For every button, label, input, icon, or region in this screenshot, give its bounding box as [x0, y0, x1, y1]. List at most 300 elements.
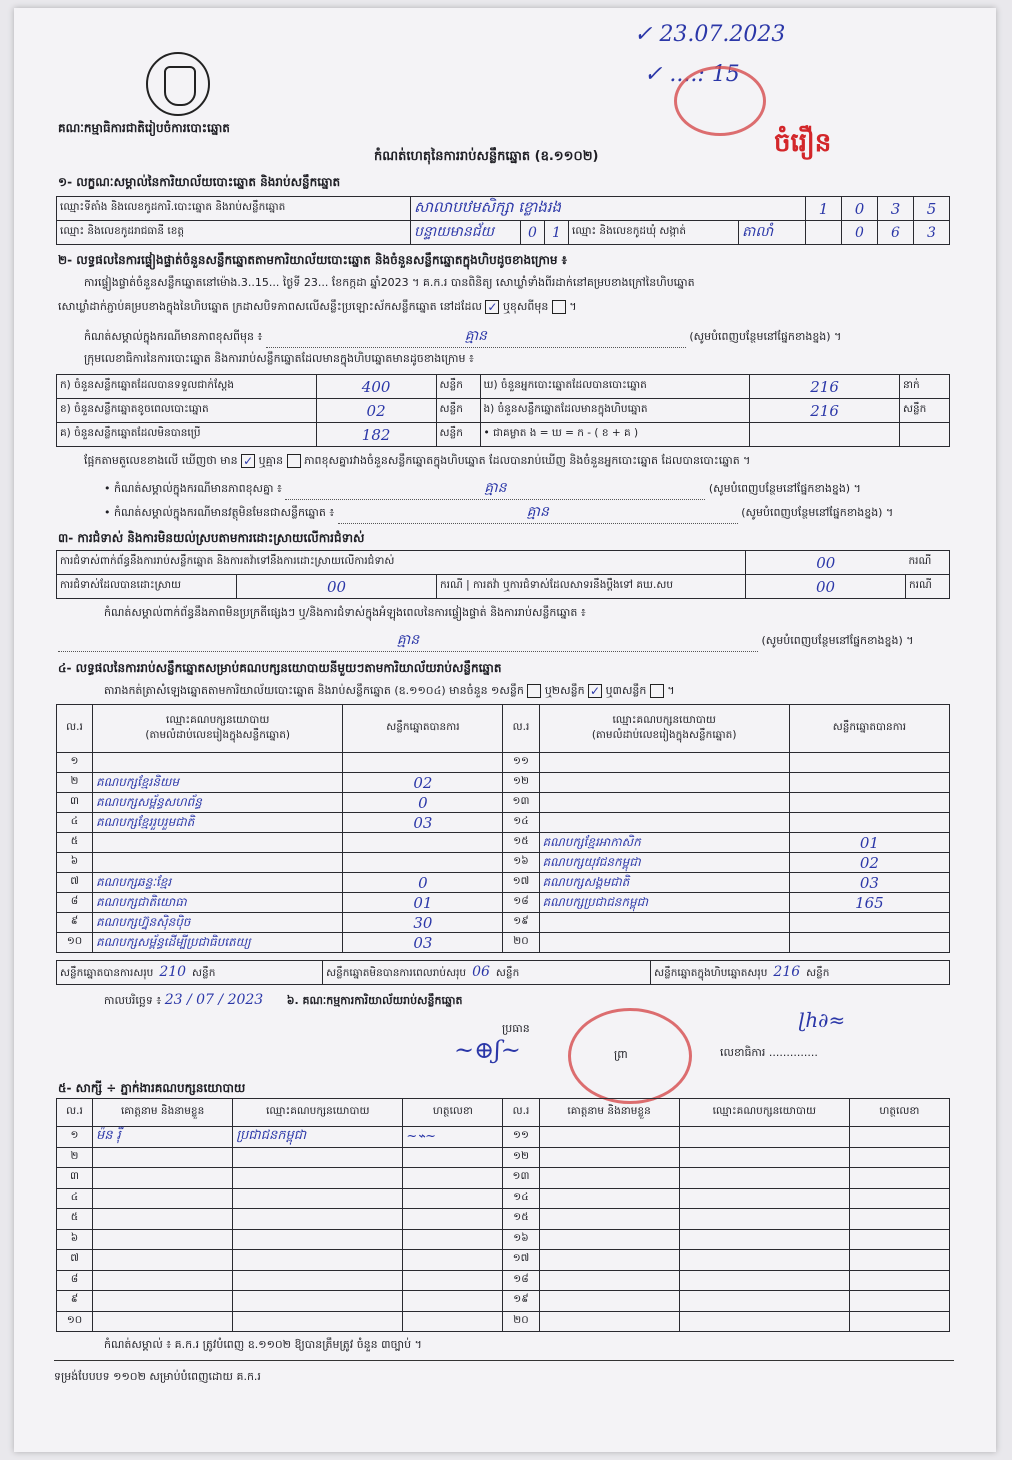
date-value: 23 / 07 / 2023 [164, 992, 264, 1008]
note2-suffix: (សូមបំពេញបន្ថែមនៅផ្នែកខាងខ្នង) ។ [708, 482, 861, 495]
witness-party [233, 1250, 403, 1271]
party-votes [789, 753, 949, 773]
party-no: ១៧ [503, 873, 539, 893]
total-cell [651, 961, 950, 985]
section3-note-line [58, 630, 966, 652]
province-code-digit: 1 [545, 221, 569, 245]
has-difference-checkbox[interactable]: ✓ [243, 454, 254, 468]
party-name [93, 753, 343, 773]
form-sheet [14, 8, 996, 1452]
total-cell [57, 961, 323, 985]
objection-row2b-value: 00 [746, 575, 906, 599]
party-votes: 01 [789, 833, 949, 853]
witness-signature [849, 1147, 949, 1168]
witness-party [233, 1270, 403, 1291]
witness-name [93, 1229, 233, 1250]
count-row [57, 423, 950, 447]
count-label: គ) ចំនួនសន្លឹកឆ្នោតដែលមិនបានប្រើ [57, 423, 317, 447]
witness-signature [849, 1311, 949, 1332]
section2-intro: ក្រុមលេខាធិការនៃការបោះឆ្នោត និងការរាប់សន្លឹកឆ្នោតដែលមានក្នុងហិបឆ្នោតមានដូចខាងក្រោម ៖ [84, 352, 474, 365]
col-party-title: ឈ្មោះគណបក្សនយោបាយ [612, 713, 716, 726]
note3-label: • កំណត់សម្គាល់ក្នុងករណីមានវត្ថុមិនមែនជាសន្លឹកឆ្នោត ៖ [104, 506, 335, 519]
witness-name [539, 1147, 679, 1168]
table-row [57, 1209, 950, 1230]
total-label: សន្លឹកឆ្នោតមិនបានការពេលរាប់សរុប [326, 966, 467, 979]
witness-signature [403, 1188, 503, 1209]
received-time-note: ✓ ....: 15 [644, 62, 740, 87]
witness-name [93, 1188, 233, 1209]
party-no: ២ [57, 773, 93, 793]
witness-party [233, 1229, 403, 1250]
witness-no: ៦ [57, 1229, 93, 1250]
witness-col-name: គោត្តនាម និងនាមខ្លួន [93, 1099, 233, 1127]
witness-no: ៨ [57, 1270, 93, 1291]
witness-party [233, 1311, 403, 1332]
witness-party: ប្រជាជនកម្ពុជា [233, 1127, 403, 1148]
witness-name [93, 1291, 233, 1312]
witness-col-name: គោត្តនាម និងនាមខ្លួន [539, 1099, 679, 1127]
note3-suffix: (សូមបំពេញបន្ថែមនៅផ្នែកខាងខ្នង) ។ [741, 506, 894, 519]
totals-table [56, 960, 950, 985]
count-unit2 [899, 423, 949, 447]
party-votes: 01 [343, 893, 503, 913]
party-no: ១១ [503, 753, 539, 773]
witness-no: ៧ [57, 1250, 93, 1271]
table-row [57, 1229, 950, 1250]
difference-line [84, 454, 750, 470]
objection-unit: ករណី [906, 551, 950, 575]
table-row [57, 853, 950, 873]
province-label: ឈ្មោះ និងលេខកូដរាជធានី ខេត្ត [57, 221, 411, 245]
table-row [57, 793, 950, 813]
party-name: គណបក្សហ្វ៊ុនស៊ិនប៉ិច [93, 913, 343, 933]
commune-label: ឈ្មោះ និងលេខកូដឃុំ សង្កាត់ [569, 221, 739, 245]
party-no: ១៥ [503, 833, 539, 853]
section3-note-label: កំណត់សម្គាល់ពាក់ព័ន្ធនឹងភាពមិនប្រក្រតីផ្សេងៗ ឬ/និងការជំទាស់ក្នុងអំឡុងពេលនៃការផ្ទៀងផ្ទាត់ និងការរាប់សន្លឹកឆ្នោត ៖ [104, 606, 586, 619]
note3-line [104, 502, 964, 524]
witness-signature [403, 1311, 503, 1332]
witness-signature: ~⌁~ [403, 1127, 503, 1148]
secretary-line: លេខាធិការ .............. [720, 1046, 818, 1059]
witness-no: ២ [57, 1147, 93, 1168]
received-date: 23.07.2023 [659, 22, 786, 47]
col-no: ល.រ [503, 705, 539, 753]
witness-signature [849, 1209, 949, 1230]
count-value2 [750, 423, 900, 447]
col-votes: សន្លឹកឆ្នោតបានការ [343, 705, 503, 753]
party-no: ៧ [57, 873, 93, 893]
party-name [539, 933, 789, 953]
witness-no: ១៦ [503, 1229, 539, 1250]
party-votes: 0 [343, 793, 503, 813]
section4-sub: តារាងកត់ត្រាសំឡេងឆ្នោតតាមការិយាល័យបោះឆ្នោត និងរាប់សន្លឹកឆ្នោត (ឧ.១១០៤) មានចំនួន ១សន្លឹក ឬ២សន្លឹក ✓ ឬ៣សន្លឹក ។ [104, 684, 675, 698]
date-label: កាលបរិច្ឆេទ ៖ [104, 994, 162, 1007]
witness-name [539, 1127, 679, 1148]
witness-signature [849, 1270, 949, 1291]
commune-code-digit: 6 [878, 221, 914, 245]
one-sheet-checkbox[interactable] [527, 684, 541, 698]
party-no: ២០ [503, 933, 539, 953]
note3-value: គ្មាន [338, 502, 738, 524]
total-value: 06 [472, 963, 490, 980]
party-name [93, 833, 343, 853]
witness-footnote: កំណត់សម្គាល់ ៖ គ.ក.រ ត្រូវបំពេញ ឧ.១១០២ ឱ្យបានត្រឹមត្រូវ ចំនួន ៣ច្បាប់ ។ [104, 1338, 422, 1351]
witness-name [539, 1311, 679, 1332]
objection-row1-label: ការជំទាស់ពាក់ព័ន្ធនឹងការរាប់សន្លឹកឆ្នោត និងការតវ៉ាទៅនឹងការដោះស្រាយលើការជំទាស់ [57, 551, 746, 575]
witness-signature [849, 1229, 949, 1250]
witness-no: ៥ [57, 1209, 93, 1230]
witness-no: ១៤ [503, 1188, 539, 1209]
party-votes: 03 [343, 933, 503, 953]
witness-party [679, 1229, 849, 1250]
witness-party [233, 1209, 403, 1230]
col-no: ល.រ [57, 705, 93, 753]
witness-name [93, 1270, 233, 1291]
party-no: ៨ [57, 893, 93, 913]
witness-signature [849, 1127, 949, 1148]
difference-text: ផ្អែកតាមតួលេខខាងលើ ឃើញថា មាន [84, 454, 238, 467]
witness-signature [849, 1168, 949, 1189]
note2-line [104, 478, 964, 500]
party-name: គណបក្សសម្ព័ន្ធសហព័ន្ធ [93, 793, 343, 813]
received-date-note: ✓ 23.07.2023 [634, 22, 786, 47]
party-name [93, 853, 343, 873]
no-difference-checkbox[interactable] [287, 454, 301, 468]
table-row [57, 913, 950, 933]
table-row [57, 1188, 950, 1209]
witness-name [539, 1188, 679, 1209]
station-code-digit: 0 [842, 197, 878, 221]
witness-party [679, 1250, 849, 1271]
witness-signature [849, 1188, 949, 1209]
witness-no: ៤ [57, 1188, 93, 1209]
station-value: សាលាបឋមសិក្សា ខ្លោងរង [411, 197, 806, 221]
witness-no: ១៥ [503, 1209, 539, 1230]
party-votes: 0 [343, 873, 503, 893]
party-name: គណបក្សសម្ព័ន្ធដើម្បីប្រជាធិបតេយ្យ [93, 933, 343, 953]
secretary-label: លេខាធិការ [720, 1046, 766, 1059]
table-row [57, 1250, 950, 1271]
footer-divider [54, 1360, 954, 1361]
count-unit: សន្លឹក [436, 423, 480, 447]
note2-label: • កំណត់សម្គាល់ក្នុងករណីមានភាពខុសគ្នា ៖ [104, 482, 282, 495]
commune-code-digit: 3 [914, 221, 950, 245]
witness-col-no: ល.រ [57, 1099, 93, 1127]
form-footer: ទម្រង់បែបបទ ១១០២ សម្រាប់បំពេញដោយ គ.ក.រ [54, 1370, 261, 1383]
objection-row1-value: 00 [746, 551, 906, 575]
station-code-digit: 1 [806, 197, 842, 221]
total-unit: សន្លឹក [495, 966, 520, 979]
table-row [57, 1127, 950, 1148]
note1-suffix: (សូមបំពេញបន្ថែមនៅផ្នែកខាងខ្នង) ។ [689, 330, 842, 343]
count-label2: • ជាគម្លាត ង = ឃ = ក - ( ខ + គ ) [480, 423, 750, 447]
witness-name [539, 1168, 679, 1189]
witness-name [93, 1209, 233, 1230]
verification-line2-text: សោឃ្លាំដាក់ភ្ជាប់គម្របខាងក្នុងនៃហិបឆ្នោត ក្រដាសបិទភាពសលើសន្លឹះប្រឡោះស័កសន្លឹកឆ្នោត នៅដដែល [58, 300, 482, 313]
commune-code-digit: 0 [842, 221, 878, 245]
count-label: ខ) ចំនួនសន្លឹកឆ្នោតខូចពេលបោះឆ្នោត [57, 399, 317, 423]
party-votes: 165 [789, 893, 949, 913]
station-table [56, 196, 950, 245]
count-unit2: សន្លឹក [899, 399, 949, 423]
no-difference-text: ឬគ្មាន [258, 454, 284, 467]
party-votes: 03 [343, 813, 503, 833]
count-label2: ង) ចំនួនសន្លឹកឆ្នោតដែលមានក្នុងហិបឆ្នោត [480, 399, 750, 423]
party-no: ១៦ [503, 853, 539, 873]
difference-text-tail: ភាពខុសគ្នារវាងចំនួនសន្លឹកឆ្នោតក្នុងហិបឆ្នោត ដែលបានរាប់ឃើញ និងចំនួនអ្នកបោះឆ្នោត ដែលបានបោះឆ្នោត ។ [304, 454, 751, 467]
witness-party [679, 1147, 849, 1168]
province-value: បន្ទាយមានជ័យ [411, 221, 521, 245]
committee-label: ៦. គណៈកម្មការការិយាល័យរាប់សន្លឹកឆ្នោត [286, 994, 463, 1007]
table-row [57, 933, 950, 953]
witness-party [679, 1188, 849, 1209]
results-table [56, 704, 950, 953]
witness-col-party: ឈ្មោះគណបក្សនយោបាយ [679, 1099, 849, 1127]
party-votes [789, 793, 949, 813]
count-unit: សន្លឹក [436, 399, 480, 423]
witness-signature [403, 1209, 503, 1230]
note1-label: កំណត់សម្គាល់ក្នុងករណីមានភាពខុសពីមុន ៖ [84, 330, 263, 343]
section3-heading: ៣- ការជំទាស់ និងការមិនយល់ស្របតាមការដោះស្រាយលើការជំទាស់ [58, 531, 365, 545]
witness-party [233, 1188, 403, 1209]
count-unit2: នាក់ [899, 375, 949, 399]
witness-table [56, 1098, 950, 1332]
witness-party [679, 1209, 849, 1230]
witness-party [233, 1168, 403, 1189]
count-value2: 216 [750, 375, 900, 399]
col-party-sub: (តាមលំដាប់លេខរៀងក្នុងសន្លឹកឆ្នោត) [591, 728, 737, 741]
two-sheet-checkbox[interactable]: ✓ [590, 684, 601, 698]
party-no: ៥ [57, 833, 93, 853]
witness-name [539, 1209, 679, 1230]
count-row [57, 375, 950, 399]
witness-signature [403, 1291, 503, 1312]
witness-signature [403, 1147, 503, 1168]
objection-unit: ករណី [906, 575, 950, 599]
party-votes [343, 853, 503, 873]
party-no: ៦ [57, 853, 93, 873]
table-row [57, 833, 950, 853]
col-party [93, 705, 343, 753]
party-name: គណបក្សខ្មែររួបរួមជាតិ [93, 813, 343, 833]
party-votes [343, 833, 503, 853]
party-no: ១៤ [503, 813, 539, 833]
total-label: សន្លឹកឆ្នោតបានការសរុប [60, 966, 154, 979]
total-cell [323, 961, 651, 985]
objection-table [56, 550, 950, 599]
party-name: គណបក្សប្រជាជនកម្ពុជា [539, 893, 789, 913]
witness-no: ២០ [503, 1311, 539, 1332]
party-name [539, 913, 789, 933]
witness-signature [403, 1270, 503, 1291]
station-code-digit: 5 [914, 197, 950, 221]
count-value: 400 [316, 375, 436, 399]
col-party-sub: (តាមលំដាប់លេខរៀងក្នុងសន្លឹកឆ្នោត) [145, 728, 290, 741]
total-label: សន្លឹកឆ្នោតក្នុងហិបឆ្នោតសរុប [654, 966, 768, 979]
different-checkbox[interactable] [552, 300, 566, 314]
party-no: ៩ [57, 913, 93, 933]
witness-name [93, 1168, 233, 1189]
witness-signature [403, 1168, 503, 1189]
col-party-title: ឈ្មោះគណបក្សនយោបាយ [165, 713, 270, 726]
col-votes: សន្លឹកឆ្នោតបានការ [789, 705, 949, 753]
witness-no: ១៣ [503, 1168, 539, 1189]
witness-no: ១ [57, 1127, 93, 1148]
count-table [56, 374, 950, 447]
section3-note-value: គ្មាន [58, 630, 758, 652]
verification-line2: សោឃ្លាំដាក់ភ្ជាប់គម្របខាងក្នុងនៃហិបឆ្នោត ក្រដាសបិទភាពសលើសន្លឹះប្រឡោះស័កសន្លឹកឆ្នោត នៅដដែល ✓ ឬខុសពីមុន ។ [58, 300, 577, 314]
same-checkbox[interactable]: ✓ [487, 300, 498, 314]
role-label: ព្រា [614, 1048, 628, 1061]
chief-signature: ~⊕ʃ~ [454, 1036, 521, 1064]
section1-heading: ១- លក្ខណៈសម្គាល់នៃការិយាល័យបោះឆ្នោត និងរាប់សន្លឹកឆ្នោត [58, 175, 341, 189]
witness-name [93, 1250, 233, 1271]
party-name: គណបក្សយុវជនកម្ពុជា [539, 853, 789, 873]
stamp-mark: ចំរឿន [774, 128, 832, 158]
witness-no: ៩ [57, 1291, 93, 1312]
witness-party [679, 1311, 849, 1332]
party-votes [789, 913, 949, 933]
witness-party [233, 1147, 403, 1168]
witness-name [93, 1147, 233, 1168]
red-stamp-top [674, 66, 766, 136]
witness-party [679, 1291, 849, 1312]
count-value: 02 [316, 399, 436, 423]
organization-name: គណៈកម្មាធិការជាតិរៀបចំការបោះឆ្នោត [58, 121, 230, 135]
table-row [57, 1311, 950, 1332]
witness-signature [403, 1250, 503, 1271]
witness-col-sign: ហត្ថលេខា [403, 1099, 503, 1127]
witness-no: ១៨ [503, 1270, 539, 1291]
witness-col-sign: ហត្ថលេខា [849, 1099, 949, 1127]
witness-party [679, 1270, 849, 1291]
witness-name [539, 1229, 679, 1250]
witness-no: ១៧ [503, 1250, 539, 1271]
table-row [57, 893, 950, 913]
witness-name [539, 1291, 679, 1312]
witness-no: ១២ [503, 1147, 539, 1168]
witness-party [233, 1291, 403, 1312]
secretary-signature: ɭℎ∂≈ [798, 1008, 846, 1032]
witness-col-no: ល.រ [503, 1099, 539, 1127]
witness-name: ម៉ន រ៉ី [93, 1127, 233, 1148]
objection-row2b-text: ការតវ៉ា ឬការជំទាស់ដែលសាទរនឹងប្តឹងទៅ គឃ.សប [473, 579, 674, 591]
table-row [57, 1270, 950, 1291]
station-label: ឈ្មោះទីតាំង និងលេខកូដការិ.បោះឆ្នោត និងរាប់សន្លឹកឆ្នោត [57, 197, 411, 221]
party-name: គណបក្សសង្គមជាតិ [539, 873, 789, 893]
red-stamp-committee [568, 1008, 692, 1104]
table-row [57, 773, 950, 793]
table-row [57, 753, 950, 773]
count-unit: សន្លឹក [436, 375, 480, 399]
party-name: គណបក្សជាតិយោធា [93, 893, 343, 913]
table-row [57, 1291, 950, 1312]
witness-no: ១៩ [503, 1291, 539, 1312]
total-unit: សន្លឹក [192, 966, 216, 979]
count-value2: 216 [750, 399, 900, 423]
section3-note-suffix: (សូមបំពេញបន្ថែមនៅផ្នែកខាងខ្នង) ។ [761, 634, 914, 647]
section4-sub-text: តារាងកត់ត្រាសំឡេងឆ្នោតតាមការិយាល័យបោះឆ្នោត និងរាប់សន្លឹកឆ្នោត (ឧ.១១០៤) មានចំនួន ១សន្លឹក [104, 684, 524, 697]
witness-signature [403, 1229, 503, 1250]
received-time: 15 [711, 62, 740, 87]
section2-heading: ២- លទ្ធផលនៃការផ្ទៀងផ្ទាត់ចំនួនសន្លឹកឆ្នោតតាមការិយាល័យបោះឆ្នោត និងចំនួនសន្លឹកឆ្នោតក្នុងហិបដូចខាងក្រោម ៖ [58, 253, 567, 267]
verification-line2-tail: ឬខុសពីមុន [502, 300, 549, 313]
objection-row2-label: ការជំទាស់ដែលបានដោះស្រាយ [57, 575, 237, 599]
objection-row2b-label: ករណី | ការតវ៉ា ឬការជំទាស់ដែលសាទរនឹងប្តឹងទៅ គឃ.សប [437, 575, 746, 599]
party-votes [343, 753, 503, 773]
count-label: ក) ចំនួនសន្លឹកឆ្នោតដែលបានទទួលជាក់ស្តែង [57, 375, 317, 399]
witness-no: ១០ [57, 1311, 93, 1332]
objection-unit: ករណី [440, 579, 463, 591]
two-sheet-text: ឬ២សន្លឹក [544, 684, 585, 697]
table-row [57, 873, 950, 893]
witness-no: ១១ [503, 1127, 539, 1148]
witness-signature [849, 1250, 949, 1271]
witness-no: ៣ [57, 1168, 93, 1189]
party-no: ១ [57, 753, 93, 773]
party-votes [789, 933, 949, 953]
party-votes: 03 [789, 873, 949, 893]
witness-signature [849, 1291, 949, 1312]
total-unit: សន្លឹក [806, 966, 830, 979]
date-line [104, 992, 462, 1010]
party-name: គណបក្សឆន្ទៈខ្មែរ [93, 873, 343, 893]
form-title: កំណត់ហេតុនៃការរាប់សន្លឹកឆ្នោត (ឧ.១១០២) [374, 149, 599, 164]
count-row [57, 399, 950, 423]
col-party [539, 705, 789, 753]
three-sheet-checkbox[interactable] [650, 684, 664, 698]
objection-row2-value: 00 [237, 575, 437, 599]
section5-heading: ៥- សាក្សី ÷ ភ្នាក់ងារគណបក្សនយោបាយ [58, 1081, 246, 1095]
note1-line [84, 326, 964, 348]
commune-value: តាលាំ [739, 221, 806, 245]
note2-value: គ្មាន [285, 478, 705, 500]
section4-heading: ៤- លទ្ធផលនៃការរាប់សន្លឹកឆ្នោតសម្រាប់គណបក្សនយោបាយនីមួយៗតាមការិយាល័យរាប់សន្លឹកឆ្នោត [58, 661, 502, 675]
party-no: ១២ [503, 773, 539, 793]
party-votes: 02 [789, 853, 949, 873]
party-no: ១០ [57, 933, 93, 953]
verification-line1: ការផ្ទៀងផ្ទាត់ចំនួនសន្លឹកឆ្នោតនៅម៉ោង.3..15... ថ្ងៃទី 23... ខែកក្កដា ឆ្នាំ2023 ។ គ.ក.រ បានពិនិត្យ សោឃ្លាំទាំងពីរដាក់នៅគម្របខាងក្រៅនៃហិបឆ្នោត [84, 276, 695, 289]
party-name: គណបក្សខ្មែរអាកាសិក [539, 833, 789, 853]
count-label2: ឃ) ចំនួនអ្នកបោះឆ្នោតដែលបានបោះឆ្នោត [480, 375, 750, 399]
total-value: 210 [159, 963, 187, 980]
table-row [57, 813, 950, 833]
party-no: ៣ [57, 793, 93, 813]
witness-col-party: ឈ្មោះគណបក្សនយោបាយ [233, 1099, 403, 1127]
province-code-digit: 0 [521, 221, 545, 245]
party-votes [789, 813, 949, 833]
station-code-digit: 3 [878, 197, 914, 221]
witness-party [679, 1168, 849, 1189]
party-name: គណបក្សខ្មែរនិយម [93, 773, 343, 793]
witness-party [679, 1127, 849, 1148]
party-no: ៤ [57, 813, 93, 833]
count-value: 182 [316, 423, 436, 447]
party-name [539, 793, 789, 813]
table-row [57, 1168, 950, 1189]
witness-name [539, 1270, 679, 1291]
party-votes [789, 773, 949, 793]
witness-name [93, 1311, 233, 1332]
party-name [539, 813, 789, 833]
chief-label: ប្រធាន [502, 1022, 530, 1035]
party-no: ១៨ [503, 893, 539, 913]
total-value: 216 [773, 963, 801, 980]
witness-name [539, 1250, 679, 1271]
party-votes: 30 [343, 913, 503, 933]
nec-logo [146, 52, 210, 116]
party-no: ១៩ [503, 913, 539, 933]
